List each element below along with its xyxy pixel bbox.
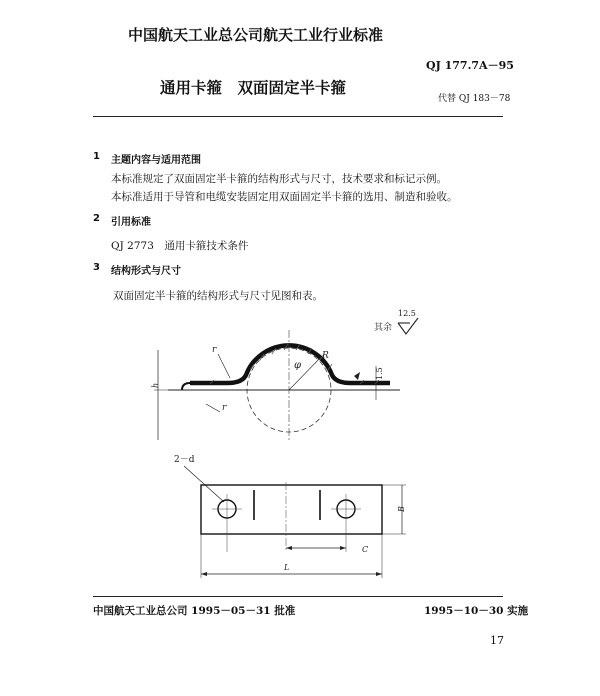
dim-thickness: 1.5 [375,367,384,380]
issuing-org: 中国航天工业总公司航天工业行业标准 [128,26,384,44]
effective-date: 1995－10－30 实施 [424,605,529,617]
document-title: 通用卡箍 双面固定半卡箍 [160,79,347,97]
header-rule [93,116,503,117]
roughness-label: 其余 [374,323,393,333]
roughness-value: 12.5 [398,309,416,318]
page-number: 17 [490,634,504,647]
section-1-para-1: 本标准规定了双面固定半卡箍的结构形式与尺寸，技术要求和标记示例。 [111,173,447,185]
label-r-bottom: r [222,403,227,413]
footer-rule [93,596,503,597]
label-r-top: r [212,345,217,355]
replaces-note: 代替 QJ 183－78 [438,94,511,104]
dim-B: B [397,506,406,512]
dim-h: h [151,382,160,388]
side-view-drawing [150,330,410,450]
clamp-band [190,345,390,383]
dim-C: C [362,545,369,554]
section-3-title: 结构形式与尺寸 [111,266,181,277]
section-2-para-1: QJ 2773 通用卡箍技术条件 [111,240,249,252]
section-1-title: 主题内容与适用范围 [111,155,201,166]
section-2-number: 2 [93,213,100,224]
plan-view-drawing [170,452,430,582]
section-3-para-1: 双面固定半卡箍的结构形式与尺寸见图和表。 [113,290,323,302]
label-phi: φ [294,360,302,371]
section-1-para-2: 本标准适用于导管和电缆安装固定用双面固定半卡箍的选用、制造和验收。 [111,191,458,203]
section-2-title: 引用标准 [111,217,151,228]
section-1-number: 1 [93,151,100,162]
section-3-number: 3 [93,262,100,273]
standard-number: QJ 177.7A－95 [426,59,514,72]
approval-date: 中国航天工业总公司 1995－05－31 批准 [93,605,296,617]
label-hole: 2－d [174,455,195,465]
dim-L: L [284,563,290,572]
label-R: R [322,351,329,361]
